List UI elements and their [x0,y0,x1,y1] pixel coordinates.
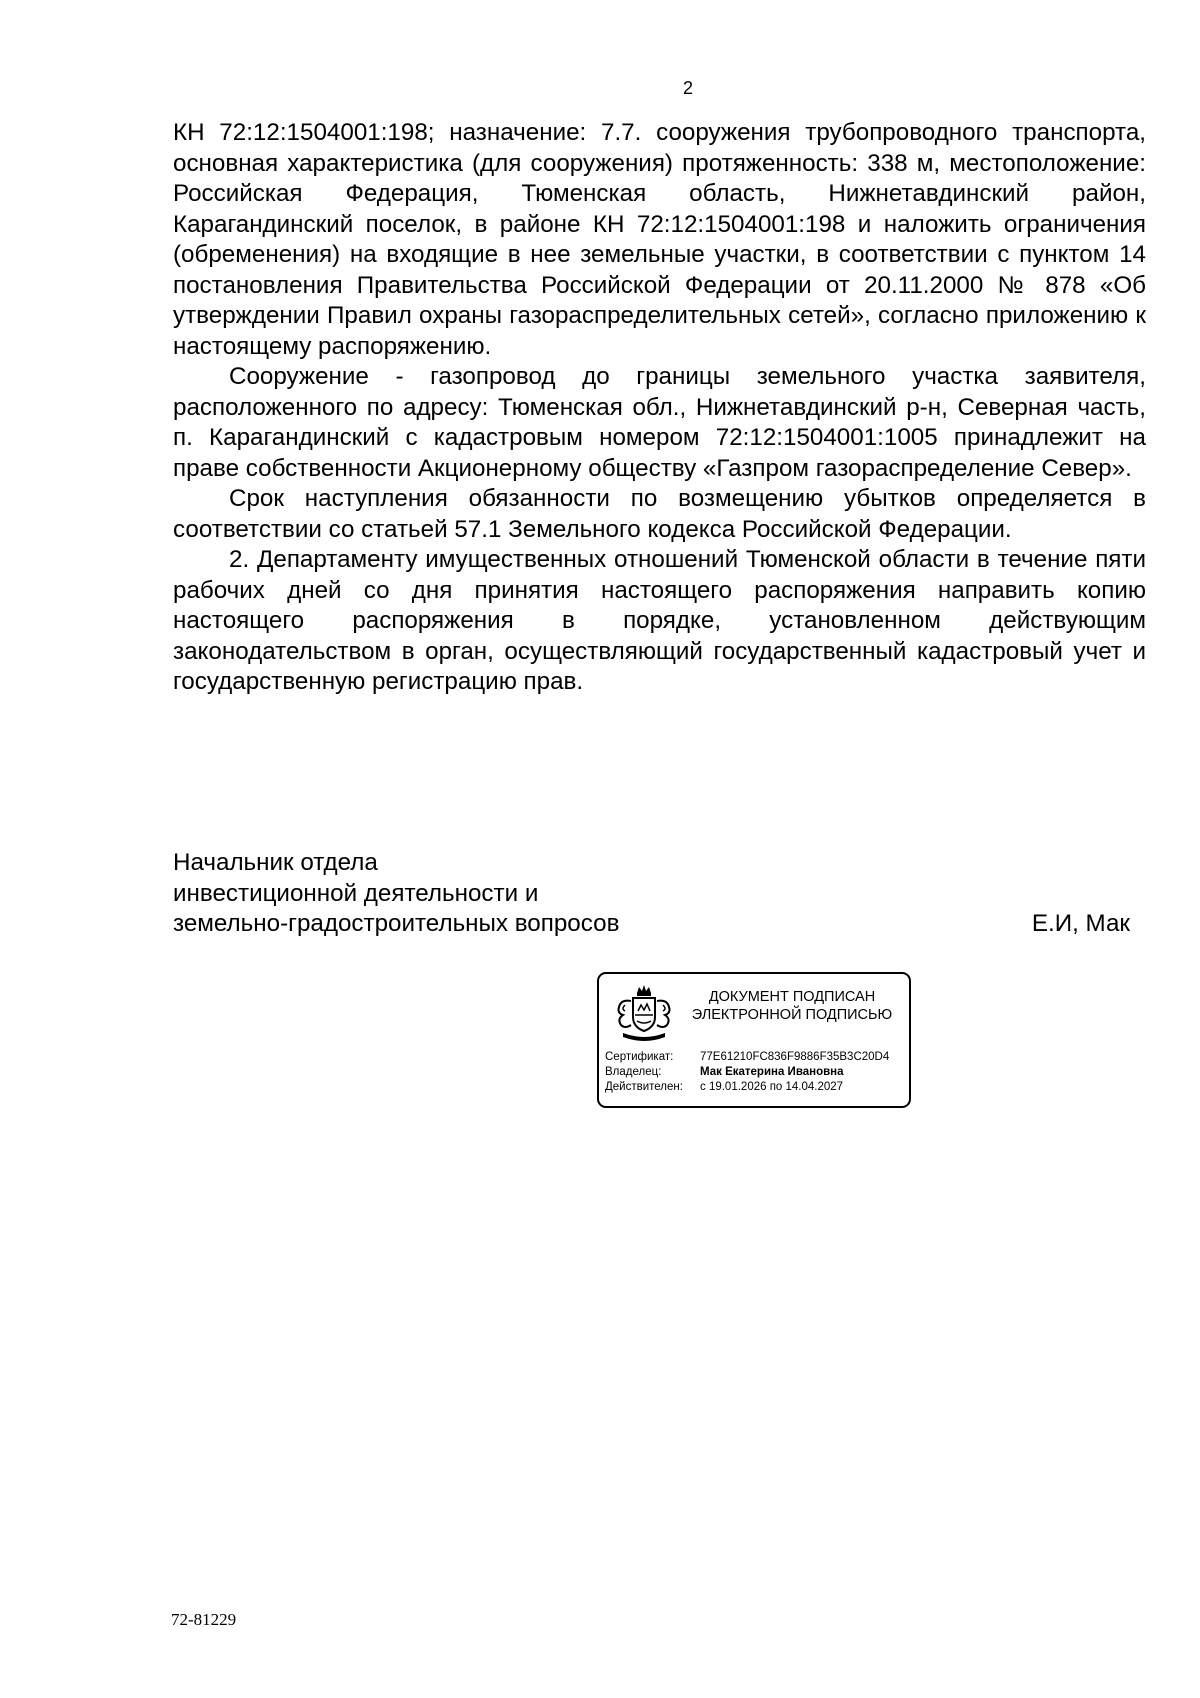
stamp-heading-line-2: ЭЛЕКТРОННОЙ ПОДПИСЬЮ [691,1007,893,1023]
body-paragraph-1: КН 72:12:1504001:198; назначение: 7.7. сооружения трубопроводного транспорта, основная характеристика (для сооружения) протяженность: 338 м, местоположение: Российская Федерация, Тюменская область, Нижнетавдинский район, Карагандинский поселок, в районе КН 72:12:1504001:198 и наложить ограничения (обременения) на входящие в нее земельные участки, в соответствии с пунктом 14 постановления Правительства Российской Федерации от 20.11.2000 № 878 «Об утверждении Правил охраны газораспределительных сетей», согласно приложению к настоящему распоряжению. [173,119,1146,360]
signer-name: Е.И, Мак [1031,910,1130,937]
body-paragraph-3: Срок наступления обязанности по возмещению убытков определяется в соответствии со статьей 57.1 Земельного кодекса Российской Федерации. [173,485,1146,543]
page-number: 2 [682,78,693,98]
document-number: 72-81229 [171,1610,237,1629]
signer-position-line-1: Начальник отдела [173,849,378,876]
certificate-row [605,1050,889,1064]
validity-label: Действителен: [605,1081,683,1093]
document-body [173,118,1146,698]
owner-value: Мак Екатерина Ивановна [700,1066,844,1078]
stamp-heading-line-1: ДОКУМЕНТ ПОДПИСАН [708,989,876,1005]
body-paragraph-4: 2. Департаменту имущественных отношений Тюменской области в течение пяти рабочих дней со дня принятия настоящего распоряжения направить копию настоящего распоряжения в порядке, установленном действующим законодательством в орган, осуществляющий государственный кадастровый учет и государственную регистрацию прав. [173,546,1146,695]
signer-position-line-3: земельно-градостроительных вопросов [173,910,620,937]
stamp-heading [677,988,907,1024]
owner-row [605,1065,844,1079]
owner-label: Владелец: [605,1066,662,1078]
validity-value: с 19.01.2026 по 14.04.2027 [700,1081,844,1093]
electronic-signature-stamp [597,972,911,1108]
signer-position-line-2: инвестиционной деятельности и [173,879,539,907]
certificate-label: Сертификат: [605,1051,674,1063]
validity-row [605,1080,843,1094]
certificate-value: 77E61210FC836F9886F35B3C20D4 [700,1051,890,1063]
body-paragraph-2: Сооружение - газопровод до границы земельного участка заявителя, расположенного по адресу: Тюменская обл., Нижнетавдинский р-н, Северная часть, п. Карагандинский с кадастровым номером 72:12:1504001:1005 принадлежит на праве собственности Акционерному обществу «Газпром газораспределение Север». [173,363,1146,482]
coat-of-arms-icon [611,983,677,1045]
signature-block [173,848,1130,940]
